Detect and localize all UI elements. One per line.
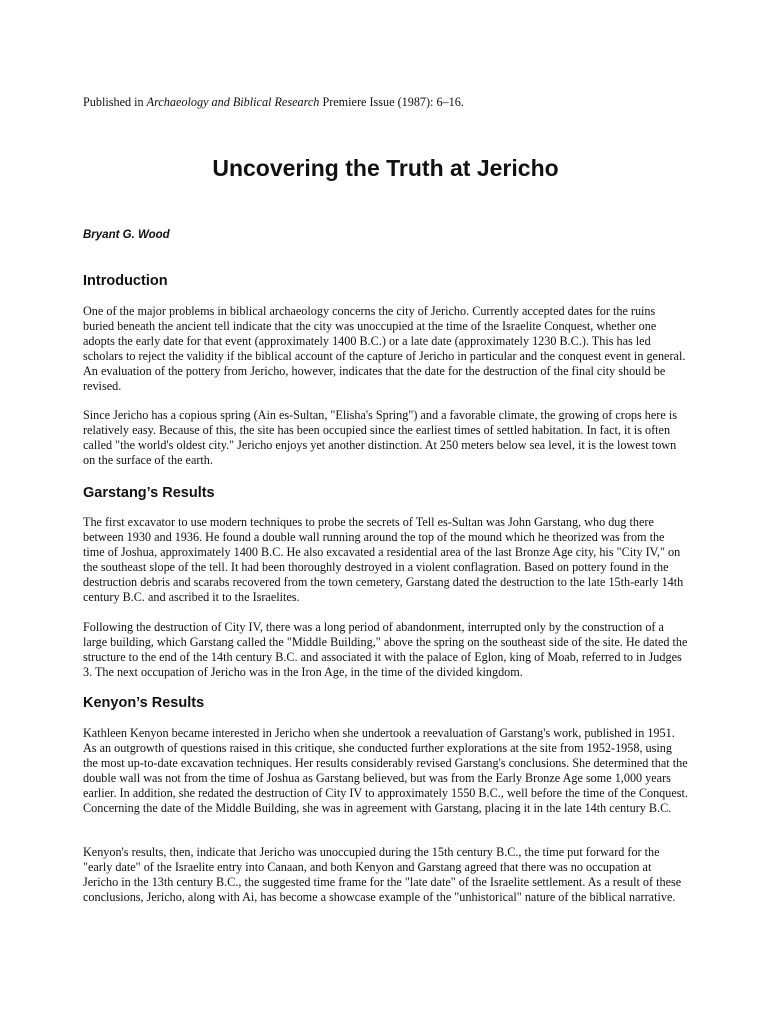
- heading-garstang-results: Garstang’s Results: [83, 485, 215, 501]
- heading-kenyon-results: Kenyon’s Results: [83, 695, 205, 711]
- paragraph-kenyon-1: Kathleen Kenyon became interested in Jericho when she undertook a reevaluation of Garstang's work, published in 1951. As an outgrowth of questions raised in this critique, she conducted further explorations at the site from 1952-1958, using the most up-to-date excavation techniques. Her results considerably revised Garstang's conclusions. She determined that the double wall was not from the time of Joshua as Garstang believed, but was from the Early Bronze Age some 1,000 years earlier. In addition, she redated the destruction of City IV to approximately 1550 B.C., well before the time of the Conquest. Concerning the date of the Middle Building, she was in agreement with Garstang, placing it in the late 14th century B.C.: [83, 726, 688, 815]
- paragraph-introduction-2: Since Jericho has a copious spring (Ain es-Sultan, "Elisha's Spring") and a favorable climate, the growing of crops here is relatively easy. Because of this, the site has been occupied since the earliest times of settled habitation. In fact, it is often called "the world's oldest city." Jericho enjoys yet another distinction. At 250 meters below sea level, it is the lowest town on the surface of the earth.: [83, 408, 677, 467]
- author-name: Bryant G. Wood: [83, 229, 170, 241]
- citation-suffix: Premiere Issue (1987): 6–16.: [319, 95, 464, 109]
- heading-introduction: Introduction: [83, 273, 168, 289]
- paragraph-kenyon-2: Kenyon's results, then, indicate that Jericho was unoccupied during the 15th century B.C., the time put forward for the "early date" of the Israelite entry into Canaan, and both Kenyon and Garstang agreed that there was no occupation at Jericho in the 13th century B.C., the suggested time frame for the "late date" of the Israelite settlement. As a result of these conclusions, Jericho, along with Ai, has become a showcase example of the "unhistorical" nature of the biblical narrative.: [83, 845, 682, 904]
- paragraph-garstang-2: Following the destruction of City IV, there was a long period of abandonment, interrupted only by the construction of a large building, which Garstang called the "Middle Building," above the spring on the southeast side of the site. He dated the structure to the end of the 14th century B.C. and associated it with the palace of Eglon, king of Moab, referred to in Judges 3. The next occupation of Jericho was in the Iron Age, in the time of the divided kingdom.: [83, 620, 688, 679]
- journal-name: Archaeology and Biblical Research: [146, 95, 320, 109]
- paragraph-garstang-1: The first excavator to use modern techniques to probe the secrets of Tell es-Sultan was John Garstang, who dug there between 1930 and 1936. He found a double wall running around the top of the mound which he theorized was from the time of Joshua, approximately 1400 B.C. He also excavated a residential area of the last Bronze Age city, his "City IV," on the southeast slope of the tell. It had been thoroughly destroyed in a violent conflagration. Based on pottery found in the destruction debris and scarabs recovered from the town cemetery, Garstang dated the destruction to the late 15th-early 14th century B.C. and ascribed it to the Israelites.: [83, 515, 684, 604]
- citation-prefix: Published in: [83, 95, 147, 109]
- paragraph-introduction-1: One of the major problems in biblical archaeology concerns the city of Jericho. Currently accepted dates for the ruins buried beneath the ancient tell indicate that the city was unoccupied at the time of the Israelite Conquest, whether one adopts the early date for that event (approximately 1400 B.C.) or a late date (approximately 1230 B.C.). This has led scholars to reject the validity if the biblical account of the capture of Jericho in particular and the conquest event in general. An evaluation of the pottery from Jericho, however, indicates that the date for the destruction of the final city should be revised.: [83, 304, 686, 393]
- page-title: Uncovering the Truth at Jericho: [212, 155, 559, 181]
- publication-citation: [83, 95, 688, 110]
